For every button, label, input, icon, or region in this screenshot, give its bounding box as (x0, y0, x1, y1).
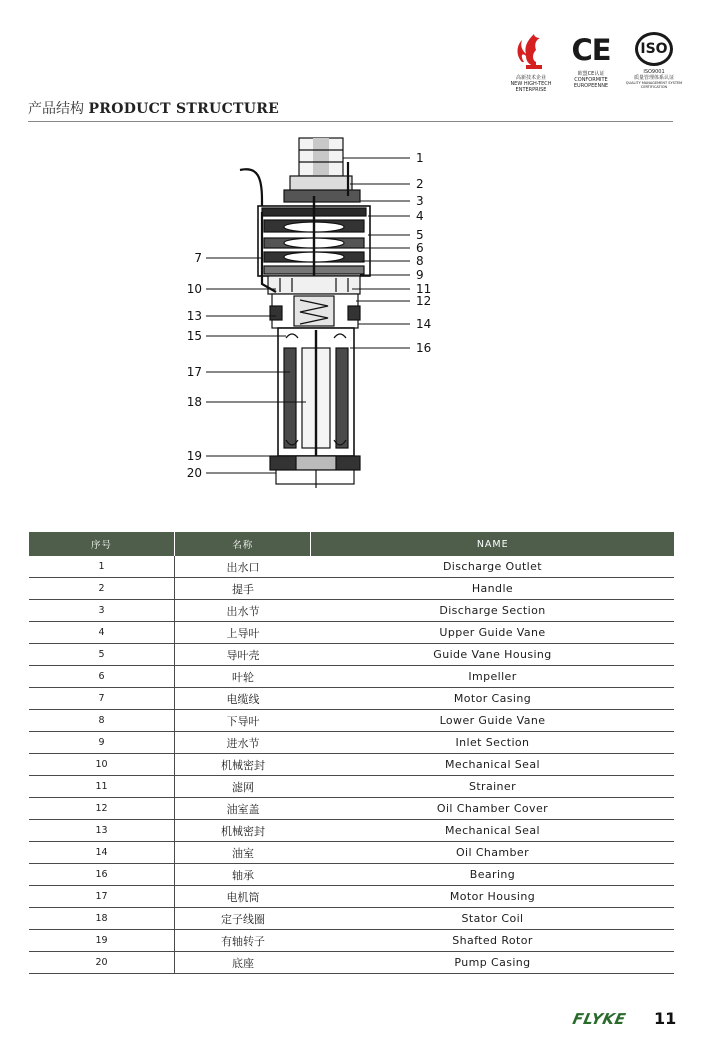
hi-tech-enterprise-badge (508, 32, 554, 93)
callout-3: 3 (416, 194, 424, 208)
pump-structure-diagram (0, 130, 712, 500)
cell-name-cn: 油室 (175, 842, 311, 864)
section-title (28, 98, 279, 118)
iso-caption-1: ISO9001 (643, 69, 665, 75)
header-cn: 名称 (175, 532, 311, 556)
cell-name-cn: 导叶壳 (175, 644, 311, 666)
callout-8: 8 (416, 254, 424, 268)
table-row (29, 842, 674, 864)
cell-name-cn: 机械密封 (175, 754, 311, 776)
cell-no: 13 (29, 820, 175, 842)
callout-19: 19 (186, 449, 202, 463)
table-row (29, 754, 674, 776)
table-row (29, 622, 674, 644)
cell-no: 8 (29, 710, 175, 732)
title-divider (28, 121, 673, 122)
callout-7: 7 (194, 251, 202, 265)
cell-no: 3 (29, 600, 175, 622)
cell-name-cn: 油室盖 (175, 798, 311, 820)
callout-9: 9 (416, 268, 424, 282)
cell-name-cn: 机械密封 (175, 820, 311, 842)
table-row (29, 688, 674, 710)
cell-no: 17 (29, 886, 175, 908)
cell-name-en: Bearing (311, 864, 674, 886)
table-header-row (29, 532, 674, 556)
cell-name-en: Impeller (311, 666, 674, 688)
callout-5: 5 (416, 228, 424, 242)
callout-4: 4 (416, 209, 424, 223)
callout-12: 12 (416, 294, 432, 308)
cell-name-cn: 下导叶 (175, 710, 311, 732)
hi-tech-caption-en-2: ENTERPRISE (515, 87, 547, 93)
cell-name-en: Discharge Outlet (311, 556, 674, 578)
cell-name-cn: 出水口 (175, 556, 311, 578)
cell-name-cn: 滤网 (175, 776, 311, 798)
cell-name-cn: 有轴转子 (175, 930, 311, 952)
cell-name-en: Lower Guide Vane (311, 710, 674, 732)
callout-16: 16 (416, 341, 432, 355)
cell-no: 12 (29, 798, 175, 820)
cell-name-en: Shafted Rotor (311, 930, 674, 952)
cell-name-cn: 底座 (175, 952, 311, 974)
table-row (29, 600, 674, 622)
cell-name-en: Inlet Section (311, 732, 674, 754)
cell-name-cn: 电机筒 (175, 886, 311, 908)
cell-name-cn: 出水节 (175, 600, 311, 622)
cell-name-cn: 定子线圈 (175, 908, 311, 930)
callout-6: 6 (416, 241, 424, 255)
cell-name-en: Oil Chamber (311, 842, 674, 864)
cell-no: 6 (29, 666, 175, 688)
cell-no: 9 (29, 732, 175, 754)
iso-caption-en: QUALITY MANAGEMENT SYSTEM CERTIFICATION (625, 81, 683, 89)
iso-mark-icon: ISO (635, 32, 673, 66)
cell-name-en: Guide Vane Housing (311, 644, 674, 666)
cell-name-cn: 轴承 (175, 864, 311, 886)
callout-13: 13 (186, 309, 202, 323)
table-row (29, 644, 674, 666)
cell-no: 19 (29, 930, 175, 952)
brand-logo: FLYKE (571, 1010, 628, 1028)
table-row (29, 710, 674, 732)
table-row (29, 952, 674, 974)
cell-no: 20 (29, 952, 175, 974)
cell-no: 4 (29, 622, 175, 644)
cell-no: 1 (29, 556, 175, 578)
cell-no: 11 (29, 776, 175, 798)
cell-name-cn: 上导叶 (175, 622, 311, 644)
ce-badge (566, 32, 616, 89)
ce-caption-en-1: CONFORMITE (574, 77, 608, 83)
callout-10: 10 (186, 282, 202, 296)
cell-name-cn: 进水节 (175, 732, 311, 754)
table-row (29, 930, 674, 952)
table-row (29, 798, 674, 820)
cell-name-en: Mechanical Seal (311, 820, 674, 842)
cell-name-en: Handle (311, 578, 674, 600)
iso-badge (625, 32, 683, 89)
iso-caption-cn: 质量管理体系认证 (633, 75, 674, 81)
cell-name-en: Pump Casing (311, 952, 674, 974)
page-number: 11 (654, 1009, 677, 1028)
table-row (29, 864, 674, 886)
table-row (29, 776, 674, 798)
cell-no: 2 (29, 578, 175, 600)
cell-name-cn: 提手 (175, 578, 311, 600)
table-row (29, 820, 674, 842)
cell-name-en: Stator Coil (311, 908, 674, 930)
callout-14: 14 (416, 317, 432, 331)
cell-name-cn: 电缆线 (175, 688, 311, 710)
section-title-cn: 产品结构 (28, 101, 84, 117)
table-row (29, 578, 674, 600)
hi-tech-caption-cn: 高新技术企业 (515, 75, 546, 81)
cell-no: 7 (29, 688, 175, 710)
callout-2: 2 (416, 177, 424, 191)
header-no: 序号 (29, 532, 175, 556)
callout-17: 17 (186, 365, 202, 379)
cell-name-cn: 叶轮 (175, 666, 311, 688)
cell-name-en: Strainer (311, 776, 674, 798)
callout-20: 20 (186, 466, 202, 480)
table-row (29, 886, 674, 908)
callout-11: 11 (416, 282, 432, 296)
callout-1: 1 (416, 151, 424, 165)
callout-18: 18 (186, 395, 202, 409)
parts-table-body (29, 556, 674, 974)
header-en: NAME (311, 532, 674, 556)
hi-tech-caption-en-1: NEW HIGH-TECH (510, 81, 552, 87)
section-title-en: PRODUCT STRUCTURE (88, 101, 280, 117)
ce-mark-icon: CE (571, 33, 611, 67)
cell-name-en: Oil Chamber Cover (311, 798, 674, 820)
cell-name-en: Motor Housing (311, 886, 674, 908)
cell-name-en: Motor Casing (311, 688, 674, 710)
pump-drawing (240, 138, 370, 488)
cell-name-en: Discharge Section (311, 600, 674, 622)
cell-no: 5 (29, 644, 175, 666)
parts-table (29, 532, 674, 974)
table-row (29, 908, 674, 930)
cell-no: 16 (29, 864, 175, 886)
cell-no: 10 (29, 754, 175, 776)
ce-caption-cn: 欧盟CE认证 (577, 71, 605, 77)
cell-name-en: Upper Guide Vane (311, 622, 674, 644)
cell-no: 18 (29, 908, 175, 930)
callout-15: 15 (186, 329, 202, 343)
hi-tech-enterprise-logo-icon (514, 32, 548, 72)
table-row (29, 666, 674, 688)
table-row (29, 732, 674, 754)
cell-name-en: Mechanical Seal (311, 754, 674, 776)
ce-caption-en-2: EUROPEENNE (573, 83, 609, 89)
cell-no: 14 (29, 842, 175, 864)
table-row (29, 556, 674, 578)
